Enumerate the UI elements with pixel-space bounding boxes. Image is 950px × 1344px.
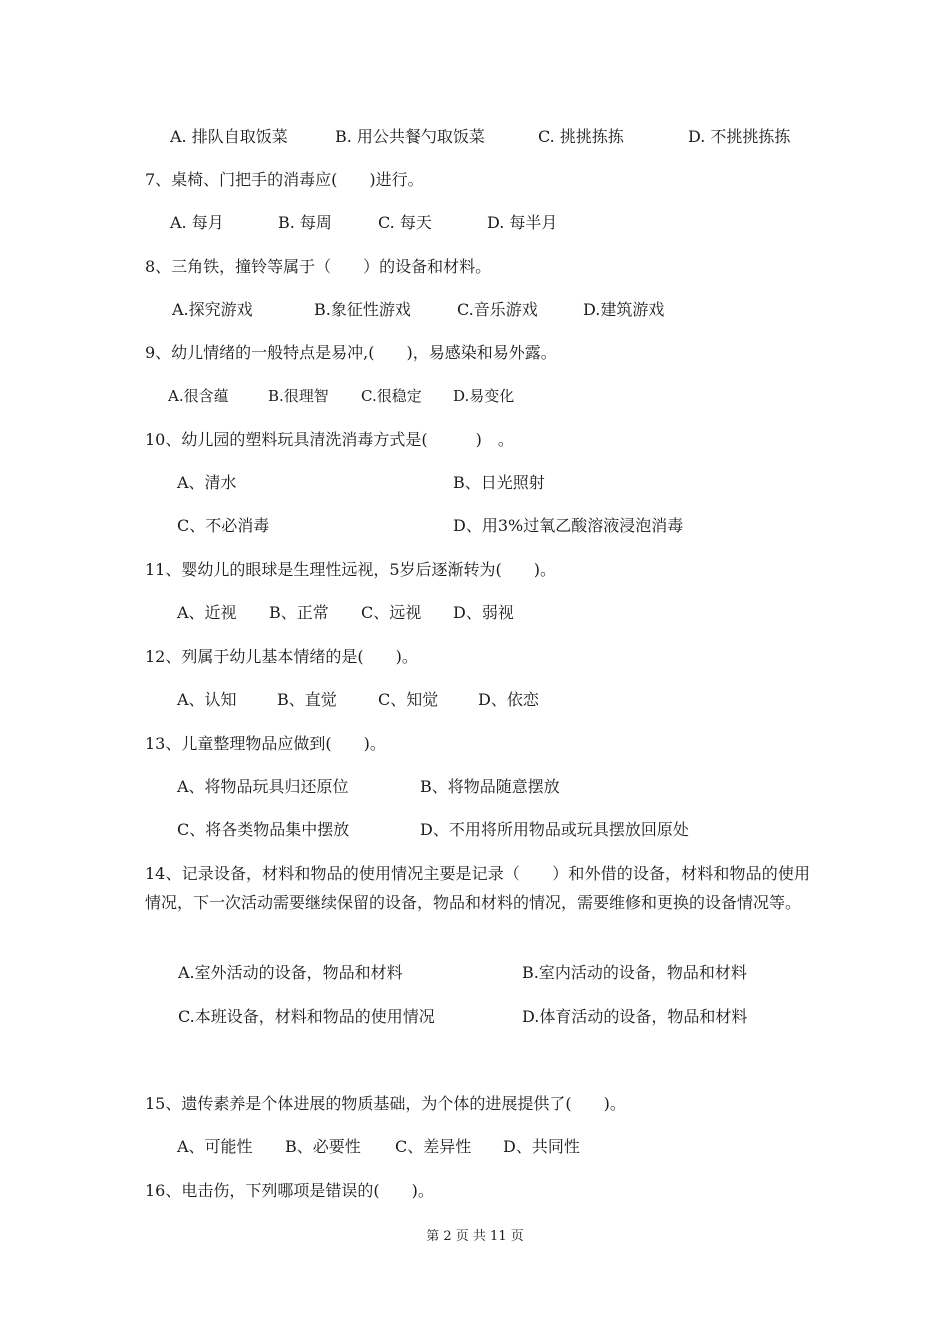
question-10: 10、幼儿园的塑料玩具清洗消毒方式是( ) 。 bbox=[145, 430, 514, 449]
q9-option-a: A.很含蕴 bbox=[168, 387, 229, 405]
q15-option-a: A、可能性 bbox=[177, 1137, 253, 1156]
q13-option-a: A、将物品玩具归还原位 bbox=[177, 777, 349, 796]
q8-option-d: D.建筑游戏 bbox=[583, 300, 665, 319]
q14-option-a: A.室外活动的设备，物品和材料 bbox=[178, 963, 403, 982]
question-11: 11、婴幼儿的眼球是生理性远视，5岁后逐渐转为( )。 bbox=[145, 560, 557, 579]
q12-option-b: B、直觉 bbox=[277, 690, 337, 709]
question-14: 14、记录设备，材料和物品的使用情况主要是记录（ ）和外借的设备，材料和物品的使用情况，下一次活动需要继续保留的设备，物品和材料的情况，需要维修和更换的设备情况等。 bbox=[145, 864, 810, 912]
q10-option-b: B、日光照射 bbox=[453, 473, 545, 492]
q8-option-c: C.音乐游戏 bbox=[457, 300, 538, 319]
q11-option-b: B、正常 bbox=[269, 603, 329, 622]
q7-option-c: C. 每天 bbox=[378, 213, 432, 232]
q9-option-b: B.很理智 bbox=[268, 387, 329, 405]
q7-option-b: B. 每周 bbox=[278, 213, 332, 232]
q14-option-c: C.本班设备，材料和物品的使用情况 bbox=[178, 1007, 435, 1026]
q13-option-d: D、不用将所用物品或玩具摆放回原处 bbox=[420, 820, 689, 839]
q12-option-a: A、认知 bbox=[177, 690, 237, 709]
q7-option-d: D. 每半月 bbox=[487, 213, 558, 232]
q6-option-a: A. 排队自取饭菜 bbox=[170, 127, 288, 146]
question-12: 12、列属于幼儿基本情绪的是( )。 bbox=[145, 647, 418, 666]
q6-option-d: D. 不挑挑拣拣 bbox=[688, 127, 791, 146]
q14-option-b: B.室内活动的设备，物品和材料 bbox=[522, 963, 747, 982]
q8-option-a: A.探究游戏 bbox=[172, 300, 253, 319]
q10-option-c: C、不必消毒 bbox=[177, 516, 270, 535]
q15-option-d: D、共同性 bbox=[503, 1137, 580, 1156]
question-16: 16、电击伤，下列哪项是错误的( )。 bbox=[145, 1181, 434, 1200]
q9-option-d: D.易变化 bbox=[453, 387, 515, 405]
q6-option-b: B. 用公共餐勺取饭菜 bbox=[335, 127, 485, 146]
q14-option-d: D.体育活动的设备，物品和材料 bbox=[522, 1007, 748, 1026]
q7-option-a: A. 每月 bbox=[170, 213, 224, 232]
q15-option-c: C、差异性 bbox=[395, 1137, 472, 1156]
question-13: 13、儿童整理物品应做到( )。 bbox=[145, 734, 386, 753]
q15-option-b: B、必要性 bbox=[285, 1137, 361, 1156]
question-8: 8、三角铁，撞铃等属于（ ）的设备和材料。 bbox=[145, 257, 492, 276]
question-7: 7、桌椅、门把手的消毒应( )进行。 bbox=[145, 170, 424, 189]
q13-option-b: B、将物品随意摆放 bbox=[420, 777, 560, 796]
q12-option-c: C、知觉 bbox=[378, 690, 439, 709]
q9-option-c: C.很稳定 bbox=[361, 387, 422, 405]
q10-option-d: D、用3%过氧乙酸溶液浸泡消毒 bbox=[453, 516, 684, 535]
page-footer: 第 2 页 共 11 页 bbox=[426, 1229, 524, 1244]
q11-option-c: C、远视 bbox=[361, 603, 422, 622]
q10-option-a: A、清水 bbox=[177, 473, 237, 492]
question-15: 15、遗传素养是个体进展的物质基础，为个体的进展提供了( )。 bbox=[145, 1094, 626, 1113]
q8-option-b: B.象征性游戏 bbox=[314, 300, 411, 319]
q13-option-c: C、将各类物品集中摆放 bbox=[177, 820, 350, 839]
q6-option-c: C. 挑挑拣拣 bbox=[538, 127, 624, 146]
question-9: 9、幼儿情绪的一般特点是易冲,( )，易感染和易外露。 bbox=[145, 343, 557, 362]
q11-option-d: D、弱视 bbox=[453, 603, 514, 622]
q12-option-d: D、依恋 bbox=[478, 690, 539, 709]
q11-option-a: A、近视 bbox=[177, 603, 237, 622]
